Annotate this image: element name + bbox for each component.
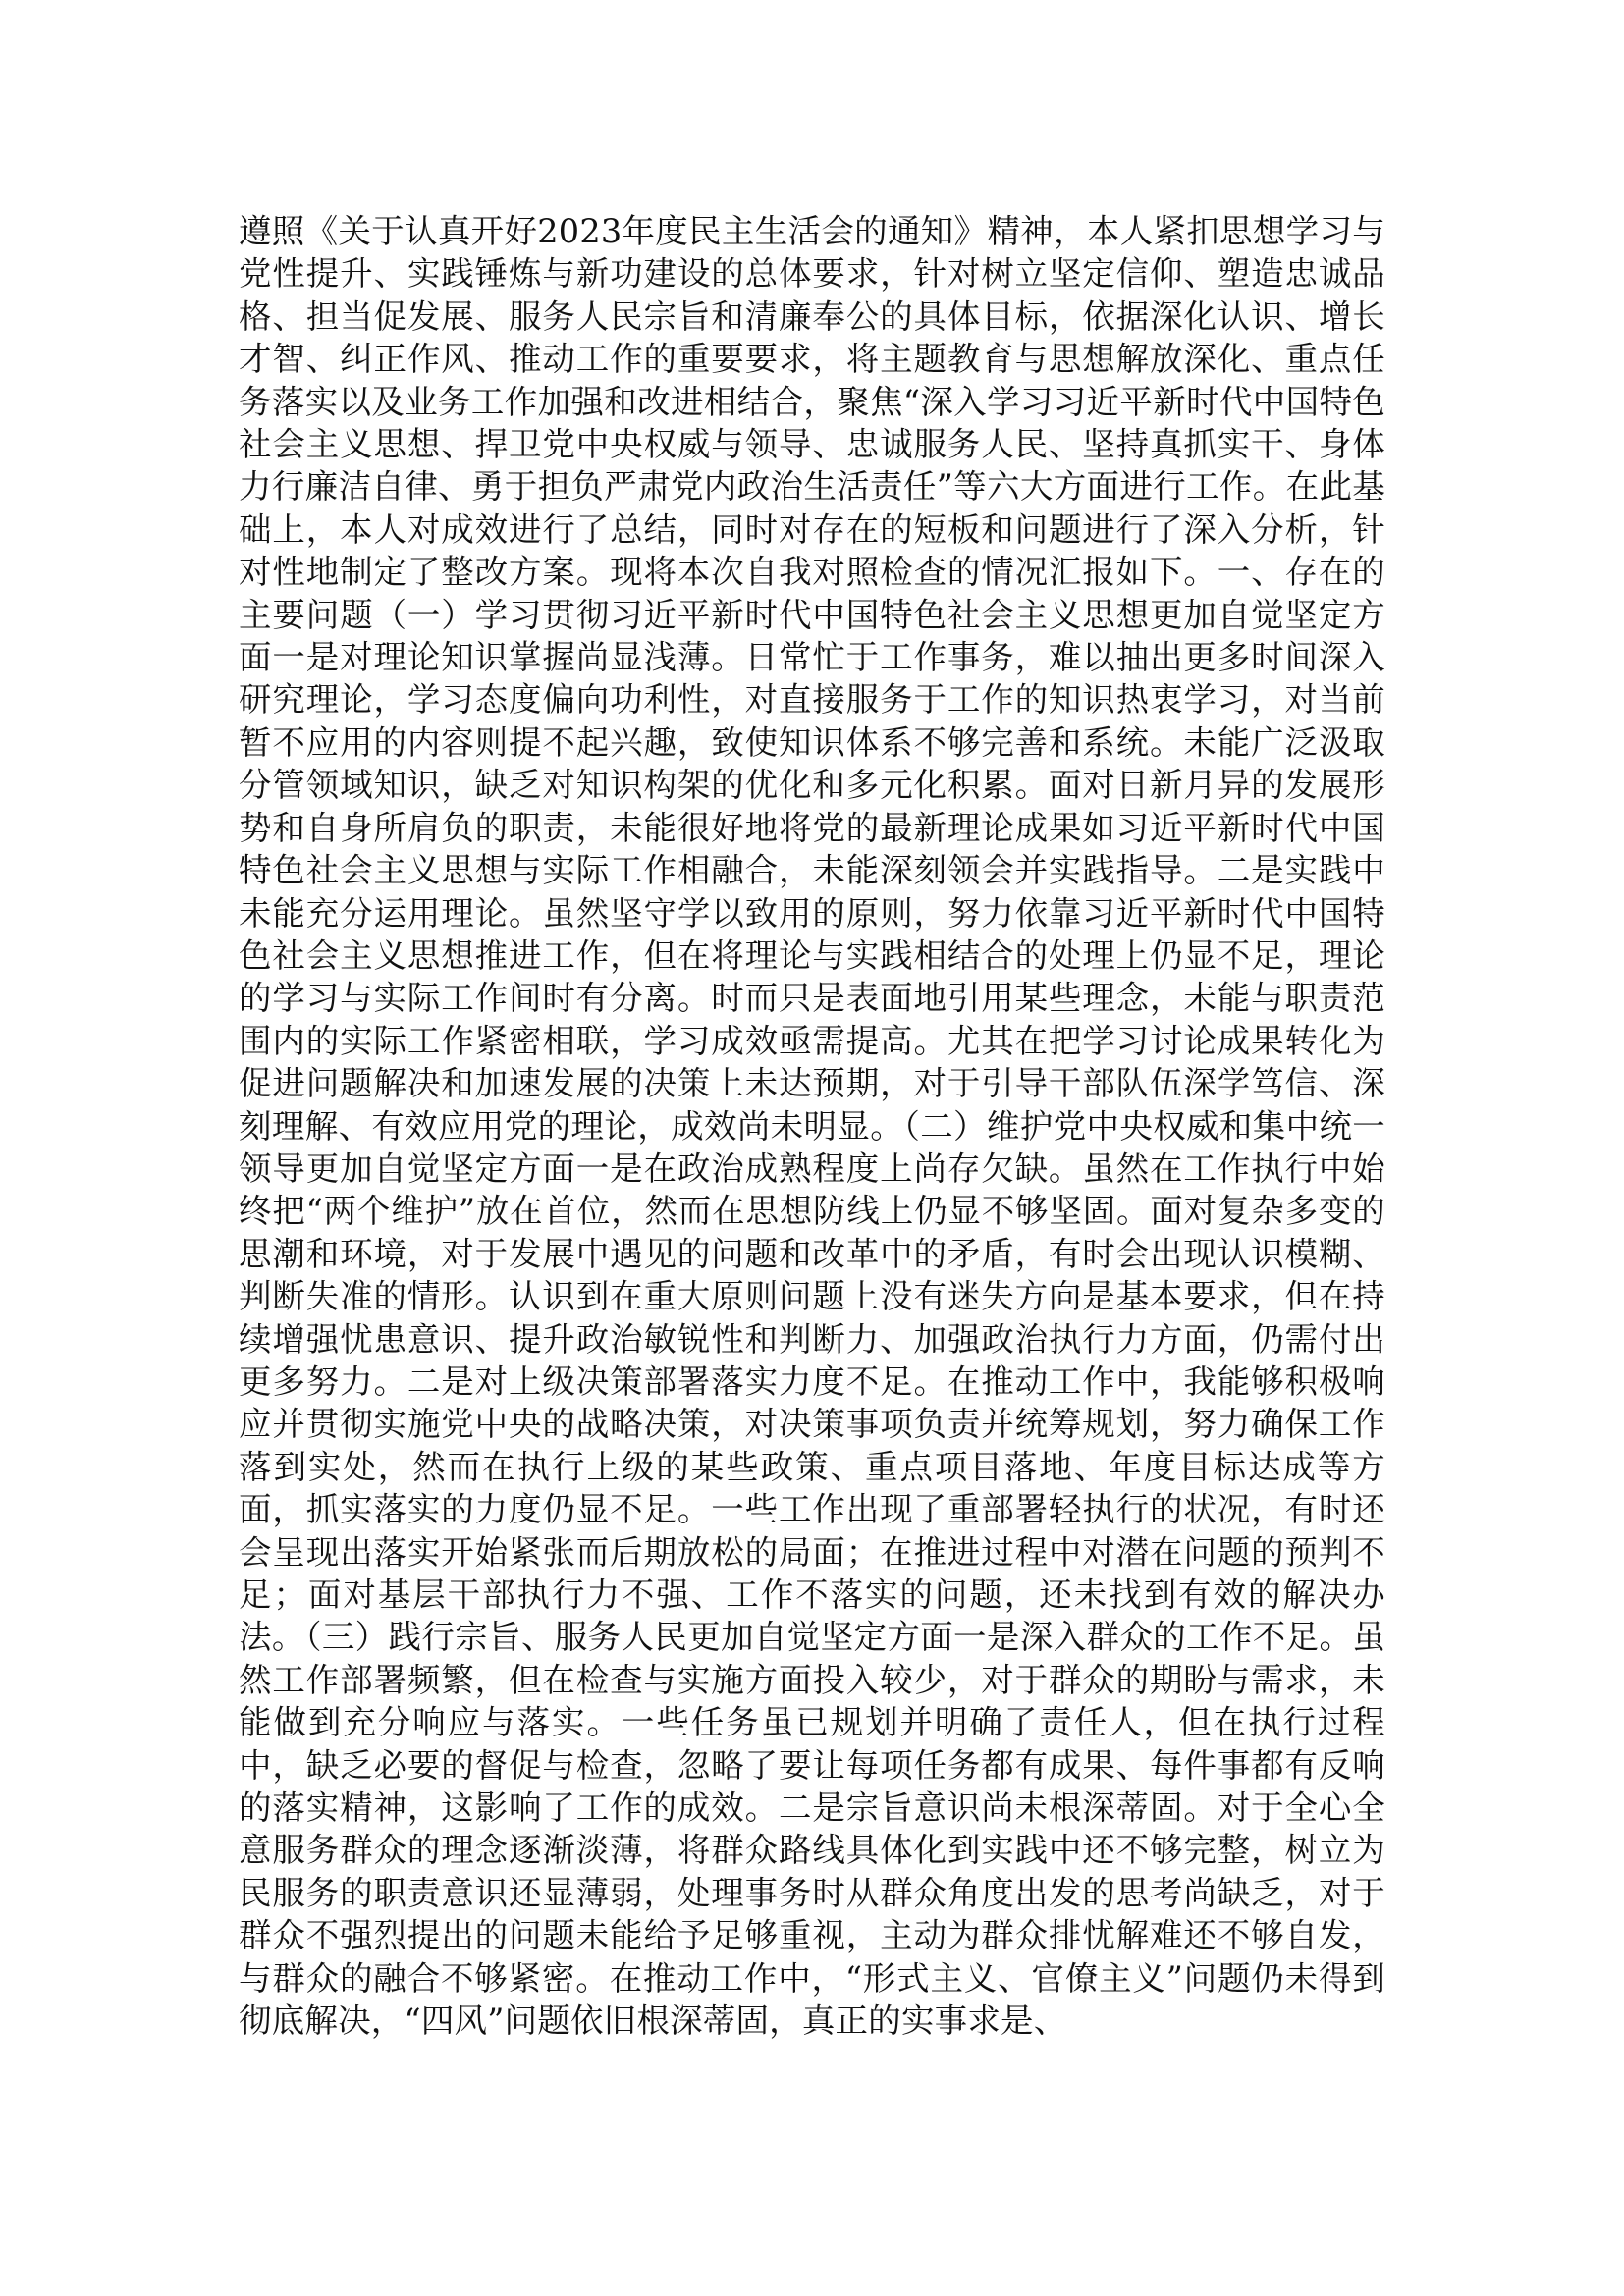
body-paragraph: 遵照《关于认真开好2023年度民主生活会的通知》精神，本人紧扣思想学习与党性提升、实践锤炼与新功建设的总体要求，针对树立坚定信仰、塑造忠诚品格、担当促发展、服务人民宗旨和清廉奉公的具体目标，依据深化认识、增长才智、纠正作风、推动工作的重要要求，将主题教育与思想解放深化、重点任务落实以及业务工作加强和改进相结合，聚焦“深入学习习近平新时代中国特色社会主义思想、捍卫党中央权威与领导、忠诚服务人民、坚持真抓实干、身体力行廉洁自律、勇于担负严肃党内政治生活责任”等六大方面进行工作。在此基础上，本人对成效进行了总结，同时对存在的短板和问题进行了深入分析，针对性地制定了整改方案。现将本次自我对照检查的情况汇报如下。一、存在的主要问题（一）学习贯彻习近平新时代中国特色社会主义思想更加自觉坚定方面一是对理论知识掌握尚显浅薄。日常忙于工作事务，难以抽出更多时间深入研究理论，学习态度偏向功利性，对直接服务于工作的知识热衷学习，对当前暂不应用的内容则提不起兴趣，致使知识体系不够完善和系统。未能广泛汲取分管领域知识，缺乏对知识构架的优化和多元化积累。面对日新月异的发展形势和自身所肩负的职责，未能很好地将党的最新理论成果如习近平新时代中国特色社会主义思想与实际工作相融合，未能深刻领会并实践指导。二是实践中未能充分运用理论。虽然坚守学以致用的原则，努力依靠习近平新时代中国特色社会主义思想推进工作，但在将理论与实践相结合的处理上仍显不足，理论的学习与实际工作间时有分离。时而只是表面地引用某些理念，未能与职责范围内的实际工作紧密相联，学习成效亟需提高。尤其在把学习讨论成果转化为促进问题解决和加速发展的决策上未达预期，对于引导干部队伍深学笃信、深刻理解、有效应用党的理论，成效尚未明显。（二）维护党中央权威和集中统一领导更加自觉坚定方面一是在政治成熟程度上尚存欠缺。虽然在工作执行中始终把“两个维护”放在首位，然而在思想防线上仍显不够坚固。面对复杂多变的思潮和环境，对于发展中遇见的问题和改革中的矛盾，有时会出现认识模糊、判断失准的情形。认识到在重大原则问题上没有迷失方向是基本要求，但在持续增强忧患意识、提升政治敏锐性和判断力、加强政治执行力方面，仍需付出更多努力。二是对上级决策部署落实力度不足。在推动工作中，我能够积极响应并贯彻实施党中央的战略决策，对决策事项负责并统筹规划，努力确保工作落到实处，然而在执行上级的某些政策、重点项目落地、年度目标达成等方面，抓实落实的力度仍显不足。一些工作出现了重部署轻执行的状况，有时还会呈现出落实开始紧张而后期放松的局面；在推进过程中对潜在问题的预判不足；面对基层干部执行力不强、工作不落实的问题，还未找到有效的解决办法。（三）践行宗旨、服务人民更加自觉坚定方面一是深入群众的工作不足。虽然工作部署频繁，但在检查与实施方面投入较少，对于群众的期盼与需求，未能做到充分响应与落实。一些任务虽已规划并明确了责任人，但在执行过程中，缺乏必要的督促与检查，忽略了要让每项任务都有成果、每件事都有反响的落实精神，这影响了工作的成效。二是宗旨意识尚未根深蒂固。对于全心全意服务群众的理念逐渐淡薄，将群众路线具体化到实践中还不够完整，树立为民服务的职责意识还显薄弱，处理事务时从群众角度出发的思考尚缺乏，对于群众不强烈提出的问题未能给予足够重视，主动为群众排忧解难还不够自发，与群众的融合不够紧密。在推动工作中，“形式主义、官僚主义”问题仍未得到彻底解决，“四风”问题依旧根深蒂固，真正的实事求是、 (239, 212, 1385, 2041)
